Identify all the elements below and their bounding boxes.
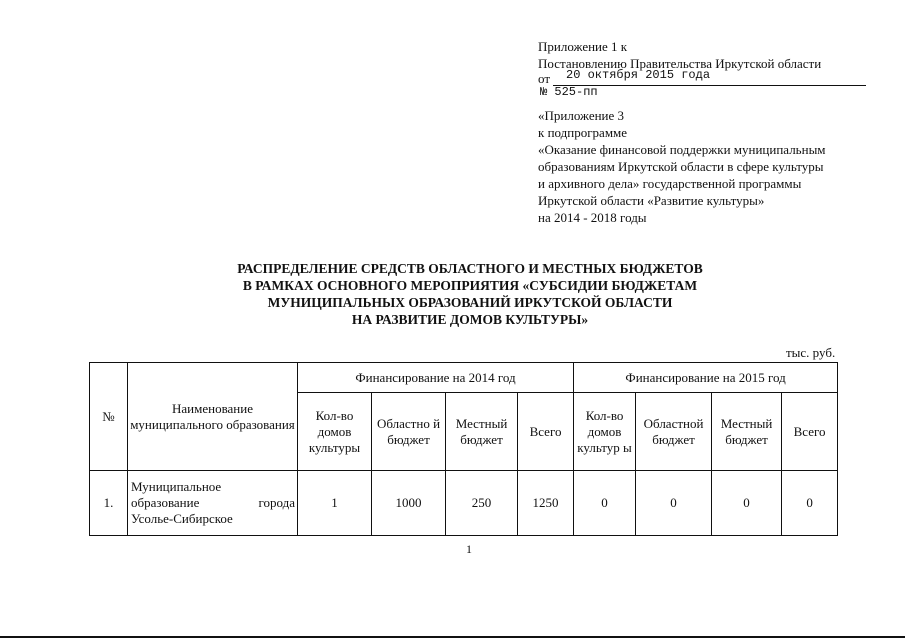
col-header-local-2014: Местный бюджет bbox=[446, 393, 518, 471]
title-line: В РАМКАХ ОСНОВНОГО МЕРОПРИЯТИЯ «СУБСИДИИ БЮДЖЕТАМ bbox=[242, 278, 698, 293]
col-header-local-2015: Местный бюджет bbox=[712, 393, 782, 471]
row-name-line-1: Муниципальное bbox=[131, 479, 222, 494]
appendix-3-line: «Оказание финансовой поддержки муниципальным bbox=[538, 142, 826, 157]
row-num: 1. bbox=[90, 471, 128, 536]
appendix-date-value: 20 октября 2015 года bbox=[566, 68, 711, 82]
cell-houses-2014: 1 bbox=[298, 471, 372, 536]
cell-local-2014: 250 bbox=[446, 471, 518, 536]
title-line: НА РАЗВИТИЕ ДОМОВ КУЛЬТУРЫ» bbox=[351, 312, 589, 327]
cell-houses-2015: 0 bbox=[574, 471, 636, 536]
table-header-row bbox=[90, 363, 838, 393]
appendix-date-prefix: от bbox=[538, 71, 551, 86]
title-line: РАСПРЕДЕЛЕНИЕ СРЕДСТВ ОБЛАСТНОГО И МЕСТНЫХ БЮДЖЕТОВ bbox=[237, 261, 703, 276]
row-name-line-2 bbox=[131, 495, 295, 511]
page-bottom-border bbox=[0, 636, 905, 638]
table-row bbox=[90, 471, 838, 536]
appendix-3-line: на 2014 - 2018 годы bbox=[538, 210, 647, 225]
col-header-houses-2014: Кол-во домов культуры bbox=[298, 393, 372, 471]
col-header-regional-2015: Областной бюджет bbox=[636, 393, 712, 471]
appendix-number: № 525-пп bbox=[540, 85, 598, 99]
cell-local-2015: 0 bbox=[712, 471, 782, 536]
row-name bbox=[128, 471, 298, 536]
cell-regional-2014: 1000 bbox=[372, 471, 446, 536]
appendix-3-line: к подпрограмме bbox=[538, 125, 628, 140]
group-header-2014: Финансирование на 2014 год bbox=[298, 363, 574, 393]
col-header-num: № bbox=[90, 363, 128, 471]
page-number: 1 bbox=[466, 542, 472, 556]
row-name-word: города bbox=[258, 495, 295, 510]
row-name-word: образование bbox=[131, 495, 200, 510]
units-label: тыс. руб. bbox=[786, 345, 836, 360]
distribution-table bbox=[89, 362, 838, 536]
cell-regional-2015: 0 bbox=[636, 471, 712, 536]
appendix-3-line: и архивного дела» государственной программы bbox=[538, 176, 802, 191]
title-line: МУНИЦИПАЛЬНЫХ ОБРАЗОВАНИЙ ИРКУТСКОЙ ОБЛАСТИ bbox=[267, 295, 673, 310]
appendix-3-line: образованиям Иркутской области в сфере культуры bbox=[538, 159, 824, 174]
col-header-regional-2014: Областно й бюджет bbox=[372, 393, 446, 471]
col-header-name: Наименование муниципального образования bbox=[128, 363, 298, 471]
date-underline bbox=[553, 85, 866, 86]
appendix-3-line: Иркутской области «Развитие культуры» bbox=[538, 193, 765, 208]
group-header-2015: Финансирование на 2015 год bbox=[574, 363, 838, 393]
col-header-total-2014: Всего bbox=[518, 393, 574, 471]
appendix-line-2: Постановлению Правительства Иркутской области bbox=[538, 56, 822, 71]
appendix-3-line: «Приложение 3 bbox=[538, 108, 625, 123]
row-name-line-3: Усолье-Сибирское bbox=[131, 511, 233, 526]
col-header-houses-2015: Кол-во домов культур ы bbox=[574, 393, 636, 471]
col-header-total-2015: Всего bbox=[782, 393, 838, 471]
cell-total-2014: 1250 bbox=[518, 471, 574, 536]
appendix-line-1: Приложение 1 к bbox=[538, 39, 628, 54]
cell-total-2015: 0 bbox=[782, 471, 838, 536]
